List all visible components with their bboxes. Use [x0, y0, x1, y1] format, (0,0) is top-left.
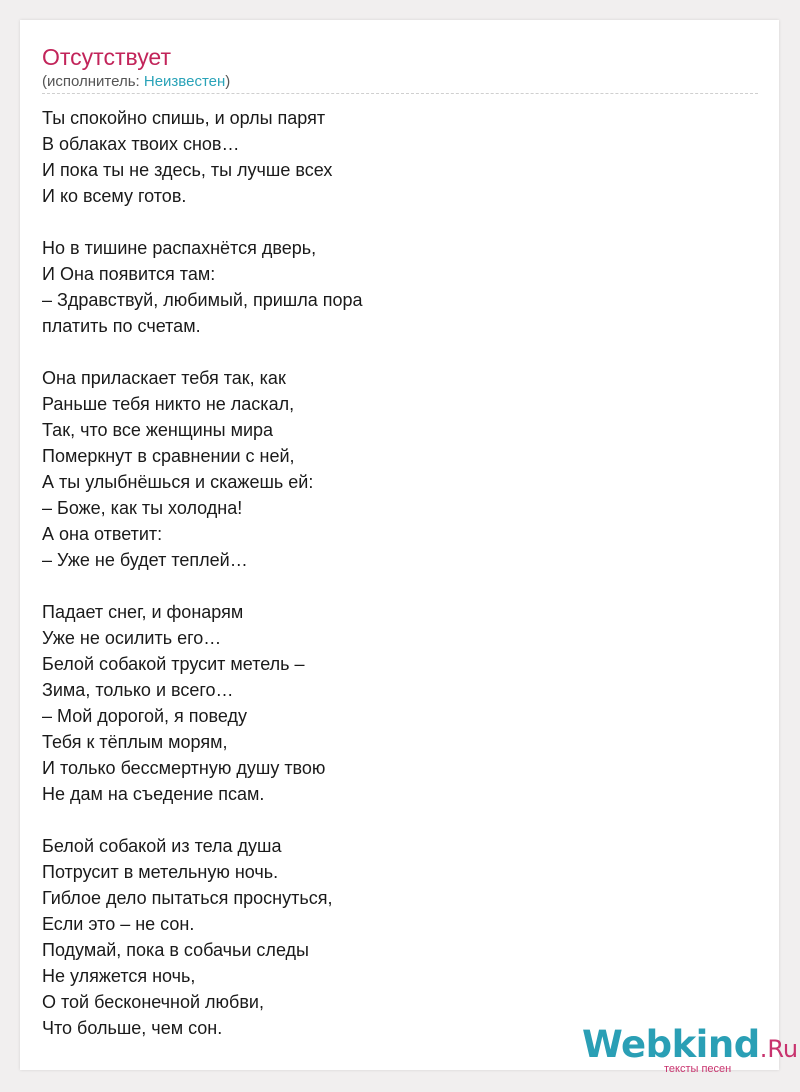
lyrics-line: И Она появится там:	[42, 264, 216, 284]
lyrics-stanza	[42, 105, 758, 209]
lyrics-line: Тебя к тёплым морям,	[42, 732, 228, 752]
lyrics-line: Белой собакой из тела душа	[42, 836, 282, 856]
brand-name: Webkind	[582, 1023, 760, 1066]
lyrics-line: Не уляжется ночь,	[42, 966, 196, 986]
brand-tagline: тексты песен	[664, 1063, 732, 1075]
lyrics-line: – Уже не будет теплей…	[42, 550, 248, 570]
lyrics-line: О той бесконечной любви,	[42, 992, 264, 1012]
lyrics-line: Падает снег, и фонарям	[42, 602, 244, 622]
lyrics-line: Если это – не сон.	[42, 914, 195, 934]
lyrics-line: Но в тишине распахнётся дверь,	[42, 238, 317, 258]
lyrics-stanza	[42, 599, 758, 807]
lyrics-line: – Боже, как ты холодна!	[42, 498, 243, 518]
lyrics-line: И только бессмертную душу твою	[42, 758, 326, 778]
lyrics-line: – Здравствуй, любимый, пришла пора	[42, 290, 363, 310]
brand-tld: .Ru	[759, 1035, 799, 1063]
lyrics-line: – Мой дорогой, я поведу	[42, 706, 248, 726]
lyrics-line: Она приласкает тебя так, как	[42, 368, 286, 388]
song-title: Отсутствует	[42, 44, 171, 70]
lyrics-stanza	[42, 833, 758, 1041]
lyrics-card	[20, 20, 799, 1075]
lyrics-line: И пока ты не здесь, ты лучше всех	[42, 160, 333, 180]
artist-suffix: )	[225, 73, 231, 90]
lyrics-line: платить по счетам.	[42, 316, 201, 336]
lyrics-line: Померкнут в сравнении с ней,	[42, 446, 295, 466]
lyrics-line: Что больше, чем сон.	[42, 1018, 223, 1038]
header-divider	[42, 93, 758, 94]
lyrics-line: Гиблое дело пытаться проснуться,	[42, 888, 333, 908]
lyrics-stanza	[42, 235, 758, 339]
lyrics-line: Ты спокойно спишь, и орлы парят	[42, 108, 326, 128]
lyrics-line: В облаках твоих снов…	[42, 134, 240, 154]
lyrics-body	[42, 105, 758, 1067]
lyrics-stanza	[42, 365, 758, 573]
brand-watermark	[582, 1023, 799, 1075]
lyrics-line: Так, что все женщины мира	[42, 420, 274, 440]
song-header	[42, 42, 758, 92]
lyrics-line: Зима, только и всего…	[42, 680, 234, 700]
lyrics-line: А ты улыбнёшься и скажешь ей:	[42, 472, 314, 492]
lyrics-line: Уже не осилить его…	[42, 628, 222, 648]
lyrics-line: Не дам на съедение псам.	[42, 784, 265, 804]
lyrics-line: Подумай, пока в собачьи следы	[42, 940, 309, 960]
lyrics-line: И ко всему готов.	[42, 186, 187, 206]
lyrics-line: А она ответит:	[42, 524, 163, 544]
lyrics-line: Раньше тебя никто не ласкал,	[42, 394, 295, 414]
lyrics-line: Белой собакой трусит метель –	[42, 654, 305, 674]
artist-line	[42, 72, 758, 92]
lyrics-line: Потрусит в метельную ночь.	[42, 862, 279, 882]
artist-link[interactable]: Неизвестен	[143, 73, 226, 90]
artist-prefix: (исполнитель:	[42, 73, 144, 90]
